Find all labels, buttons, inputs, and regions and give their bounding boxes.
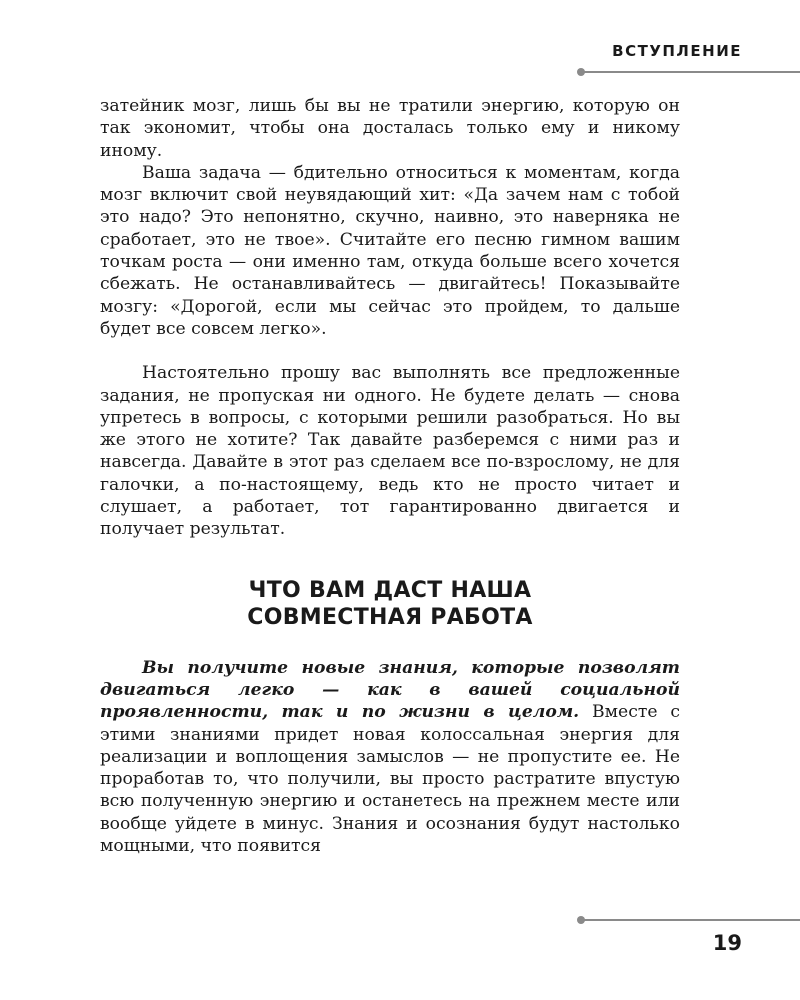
page-body [100, 95, 680, 857]
header-rule [580, 71, 800, 73]
lead-sentence: Вы получите новые знания, которые позволят двигаться легко — как в вашей социальной проявленности, так и по жизни в целом. [100, 657, 680, 723]
paragraph-assignments: Настоятельно прошу вас выполнять все предложенные задания, не пропуская ни одного. Не будете делать — снова упретесь в вопросы, с которыми решили разобраться. Но вы же этого не хотите? Так давайте разберемся с ними раз и навсегда. Давайте в этот раз сделаем все по-взрослому, не для галочки, а по-настоящему, ведь кто не просто читает и слушает, а работает, тот гарантированно двигается и получает результат. [100, 363, 680, 540]
paragraph-gap [100, 340, 680, 362]
section-heading-line-2: СОВМЕСТНАЯ РАБОТА [247, 604, 533, 630]
section-heading [100, 577, 680, 631]
running-header: ВСТУПЛЕНИЕ [612, 42, 742, 60]
paragraph-benefits [100, 657, 680, 858]
rule-dot [577, 68, 585, 76]
page-number: 19 [712, 931, 742, 955]
section-heading-line-1: ЧТО ВАМ ДАСТ НАША [248, 577, 532, 603]
rule-dot [577, 916, 585, 924]
footer-rule [580, 919, 800, 921]
paragraph-task: Ваша задача — бдительно относиться к моментам, когда мозг включит свой неувядающий хит: «Да зачем нам с тобой это надо? Это непонятно, скучно, наивно, это наверняка не сработает, это не твое». Считайте его песню гимном вашим точкам роста — они именно там, откуда больше всего хочется сбежать. Не останавливайтесь — двигайтесь! Показывайте мозгу: «Дорогой, если мы сейчас это пройдем, то дальше будет все совсем легко». [100, 162, 680, 339]
paragraph-continuation: затейник мозг, лишь бы вы не тратили энергию, которую он так экономит, чтобы она досталась только ему и никому иному. [100, 96, 680, 161]
benefits-text: Вместе с этими знаниями придет новая колоссальная энергия для реализации и воплощения замыслов — не пропустите ее. Не проработав то, что получили, вы просто растратите впустую всю полученную энергию и останетесь на прежнем месте или вообще уйдете в минус. Знания и осознания будут настолько мощными, что появится [100, 702, 681, 857]
